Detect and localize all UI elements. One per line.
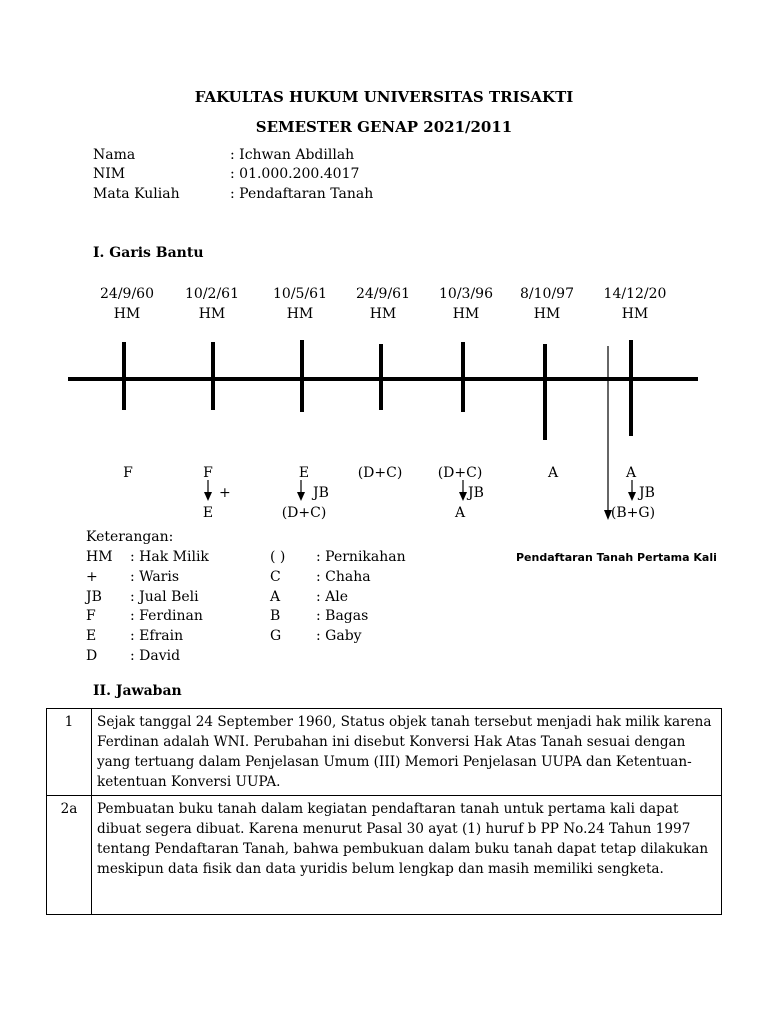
timeline-date: 8/10/97: [520, 286, 574, 302]
section-garis-bantu-heading: I. Garis Bantu: [93, 245, 204, 261]
course-value: : Pendaftaran Tanah: [230, 186, 374, 202]
timeline-date: 14/12/20: [603, 286, 667, 302]
legend-abbr: C: [270, 569, 281, 585]
timeline-owner: E: [298, 465, 310, 481]
legend-desc: : Pernikahan: [316, 549, 406, 565]
timeline-owner: (D+C): [437, 465, 483, 481]
timeline-owner: (D+C): [357, 465, 403, 481]
timeline-status: HM: [198, 306, 226, 322]
timeline-status: HM: [533, 306, 561, 322]
section-jawaban-heading: II. Jawaban: [93, 683, 182, 699]
timeline-status: HM: [452, 306, 480, 322]
legend-abbr: JB: [86, 589, 102, 605]
legend-abbr: A: [270, 589, 281, 605]
legend-abbr: HM: [86, 549, 113, 565]
new-owner: A: [454, 505, 466, 521]
timeline-owner: F: [123, 465, 133, 481]
answer-text: Sejak tanggal 24 September 1960, Status objek tanah tersebut menjadi hak milik karena Ferdinan adalah WNI. Perubahan ini disebut Konversi Hak Atas Tanah sesuai dengan yang tertuang dalam Penjelasan Umum (III) Memori Penjelasan UUPA dan Ketentuan-ketentuan Konversi UUPA.: [92, 709, 722, 796]
new-owner: E: [202, 505, 214, 521]
legend-abbr: ( ): [270, 549, 286, 565]
legend-abbr: G: [270, 628, 282, 644]
timeline-date: 10/5/61: [273, 286, 327, 302]
semester-title: SEMESTER GENAP 2021/2011: [255, 118, 513, 136]
answer-number: 2a: [47, 796, 92, 915]
legend-desc: : Efrain: [130, 628, 184, 644]
legend-abbr: D: [86, 648, 98, 664]
timeline-status: HM: [369, 306, 397, 322]
transfer-type: JB: [639, 485, 655, 501]
timeline-date: 24/9/61: [356, 286, 410, 302]
legend-desc: : David: [130, 648, 181, 664]
nim-value: : 01.000.200.4017: [230, 166, 360, 182]
answers-table: [46, 708, 722, 915]
transfer-type: JB: [468, 485, 484, 501]
answer-number: 1: [47, 709, 92, 796]
legend-desc: : Waris: [130, 569, 180, 585]
legend-desc: : Bagas: [316, 608, 369, 624]
transfer-type: +: [219, 485, 231, 501]
table-row: [47, 796, 722, 915]
new-owner: (B+G): [610, 505, 656, 521]
new-owner: (D+C): [281, 505, 327, 521]
timeline-owner: F: [203, 465, 213, 481]
timeline-date: 24/9/60: [100, 286, 154, 302]
timeline-status: HM: [621, 306, 649, 322]
faculty-title: FAKULTAS HUKUM UNIVERSITAS TRISAKTI: [194, 88, 574, 106]
name-label: Nama: [93, 147, 136, 163]
course-label: Mata Kuliah: [93, 186, 180, 202]
answer-text: Pembuatan buku tanah dalam kegiatan pendaftaran tanah untuk pertama kali dapat dibuat segera dibuat. Karena menurut Pasal 30 ayat (1) huruf b PP No.24 Tahun 1997 tentang Pendaftaran Tanah, bahwa pembukuan dalam buku tanah dapat tetap dilakukan meskipun data fisik dan data yuridis belum lengkap dan masih memiliki sengketa.: [92, 796, 722, 915]
legend-abbr: B: [270, 608, 281, 624]
legend-desc: : Chaha: [316, 569, 371, 585]
legend-abbr: E: [86, 628, 97, 644]
timeline-date: 10/2/61: [185, 286, 239, 302]
table-row: [47, 709, 722, 796]
timeline-status: HM: [286, 306, 314, 322]
name-value: : Ichwan Abdillah: [230, 147, 355, 163]
nim-label: NIM: [93, 166, 126, 182]
transfer-type: JB: [313, 485, 329, 501]
legend-desc: : Jual Beli: [130, 589, 199, 605]
timeline-date: 10/3/96: [439, 286, 493, 302]
legend-desc: : Ale: [316, 589, 349, 605]
legend-desc: : Hak Milik: [130, 549, 209, 565]
legend-abbr: F: [86, 608, 96, 624]
legend-desc: : Gaby: [316, 628, 362, 644]
legend-desc: : Ferdinan: [130, 608, 203, 624]
timeline-owner: A: [625, 465, 637, 481]
keterangan-title: Keterangan:: [86, 529, 174, 545]
legend-abbr: +: [86, 569, 98, 585]
timeline-owner: A: [547, 465, 559, 481]
first-registration-note: Pendaftaran Tanah Pertama Kali: [516, 551, 717, 564]
timeline-status: HM: [113, 306, 141, 322]
